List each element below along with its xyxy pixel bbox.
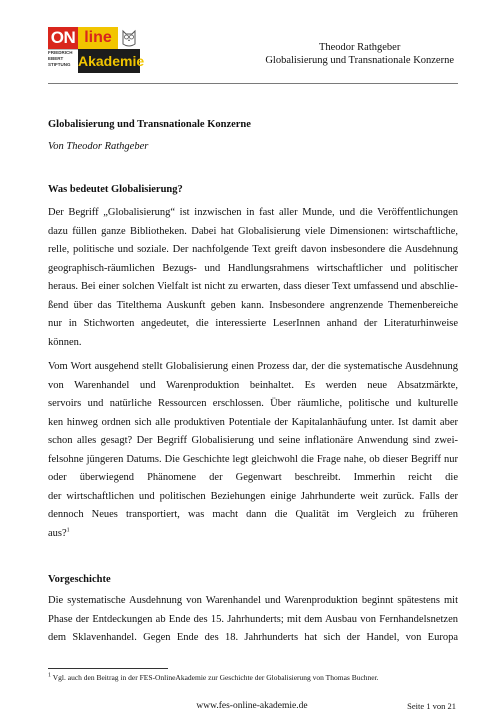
section-heading: Vorgeschichte	[48, 574, 111, 585]
text-line: der wirtschaftlichen und politischen Beziehungen einige Jahrhunderte weit zurück. Falls der	[48, 490, 458, 502]
document-body	[48, 118, 458, 648]
header-divider	[48, 83, 458, 84]
text-line: schon alles gesagt? Der Begriff Globalisierung und seine inflationäre Anwendung sind zwei-	[48, 435, 458, 446]
text-line: dennoch Neues transportiert, was macht dann die Qualität im Vergleich zu früheren	[48, 509, 458, 520]
footnote-marker: 1	[48, 672, 51, 679]
text-line-content: aus?	[48, 527, 67, 539]
text-line: heraus. Bei einer solchen Vielfalt ist nicht zu erwarten, dass dieser Text umfassend und abschlie-	[48, 281, 458, 292]
section-heading: Was bedeutet Globalisierung?	[48, 184, 183, 195]
logo-akademie-text: Akademie	[78, 49, 140, 73]
footnote-reference[interactable]: 1	[66, 527, 70, 533]
header-author: Theodor Rathgeber	[318, 42, 401, 53]
owl-icon	[120, 27, 138, 49]
text-line: dem Sklavenhandel. Gegen Ende des 18. Jahrhunderts hat sich der Handel, von Europa	[48, 632, 458, 643]
text-line: felsohne jüngeren Datums. Die Geschichte legt gleichwohl die Frage nahe, ob dieser Begriff nur	[48, 453, 458, 465]
paragraph	[48, 358, 458, 543]
header-subtitle: Globalisierung und Transnationale Konzerne	[265, 55, 454, 66]
text-line: von Warenhandel und Warenproduktion beinhaltet. Es werden neue Absatzmärkte,	[48, 379, 458, 391]
footer-url-link[interactable]: www.fes-online-akademie.de	[196, 701, 308, 711]
text-line: können.	[48, 336, 82, 348]
footnote-text: Vgl. auch den Beitrag in der FES-OnlineAkademie zur Geschichte der Globalisierung von Thomas Buchner.	[51, 673, 379, 682]
logo-fes-line: STIFTUNG	[48, 62, 71, 67]
logo-line-text: line	[78, 27, 118, 49]
text-line: dazu füllen ganze Bibliotheken. Dabei hat Globalisierung viele Dimensionen: wirtschaftliche,	[48, 225, 458, 237]
text-line: Der Begriff „Globalisierung“ ist inzwischen in fast aller Munde, und die Veröffentlichungen	[48, 207, 458, 218]
text-line: geographisch-räumlichen Bezugs- und Handlungsrahmens wirtschaftlicher und politischer	[48, 262, 458, 274]
text-line: ßend über das Titelthema Auskunft geben kann. Insbesondere angrenzende Themenbereiche	[48, 299, 458, 311]
logo-on-text: ON	[48, 27, 78, 49]
logo-fes-line: FRIEDRICH	[48, 50, 73, 55]
running-header	[265, 41, 454, 67]
paragraph	[48, 204, 458, 352]
page-number: Seite 1 von 21	[407, 701, 456, 711]
text-line: Phase der Entdeckungen ab Ende des 15. Jahrhunderts; mit dem Ausbau von Fernhandelsnetzen	[48, 613, 458, 625]
text-line: Vom Wort ausgehend stellt Globalisierung einen Prozess dar, der die systematische Ausdehnung	[48, 361, 458, 372]
paragraph	[48, 592, 458, 648]
text-line	[48, 525, 458, 544]
document-title: Globalisierung und Transnationale Konzerne	[48, 119, 251, 130]
text-line: servoirs und natürliche Ressourcen erschlossen. Über räumliche, politische und kulturelle	[48, 398, 458, 409]
fes-online-akademie-logo[interactable]	[48, 27, 145, 73]
logo-fes-line: EBERT	[48, 56, 64, 61]
text-line: oder überwiegend Phänomene der Gegenwart beschreibt. Immerhin reicht die	[48, 472, 458, 483]
document-byline: Von Theodor Rathgeber	[48, 141, 149, 152]
logo-fes-text	[48, 49, 78, 74]
text-line: nur in Stichworten angedeutet, die interessierte LeserInnen anhand der Literaturhinweise	[48, 318, 458, 329]
footnote-divider	[48, 668, 168, 669]
text-line: ken hinweg ordnen sich alle produktiven Potentiale der Kapitalanhäufung unter. Ist damit aber	[48, 416, 458, 428]
footnote	[48, 673, 379, 682]
text-line: Die systematische Ausdehnung von Warenhandel und Warenproduktion beginnt spätestens mit	[48, 595, 458, 606]
text-line: relle, politische und soziale. Der nachfolgende Text greift davon insbesondere die Ausdehnung	[48, 244, 458, 255]
